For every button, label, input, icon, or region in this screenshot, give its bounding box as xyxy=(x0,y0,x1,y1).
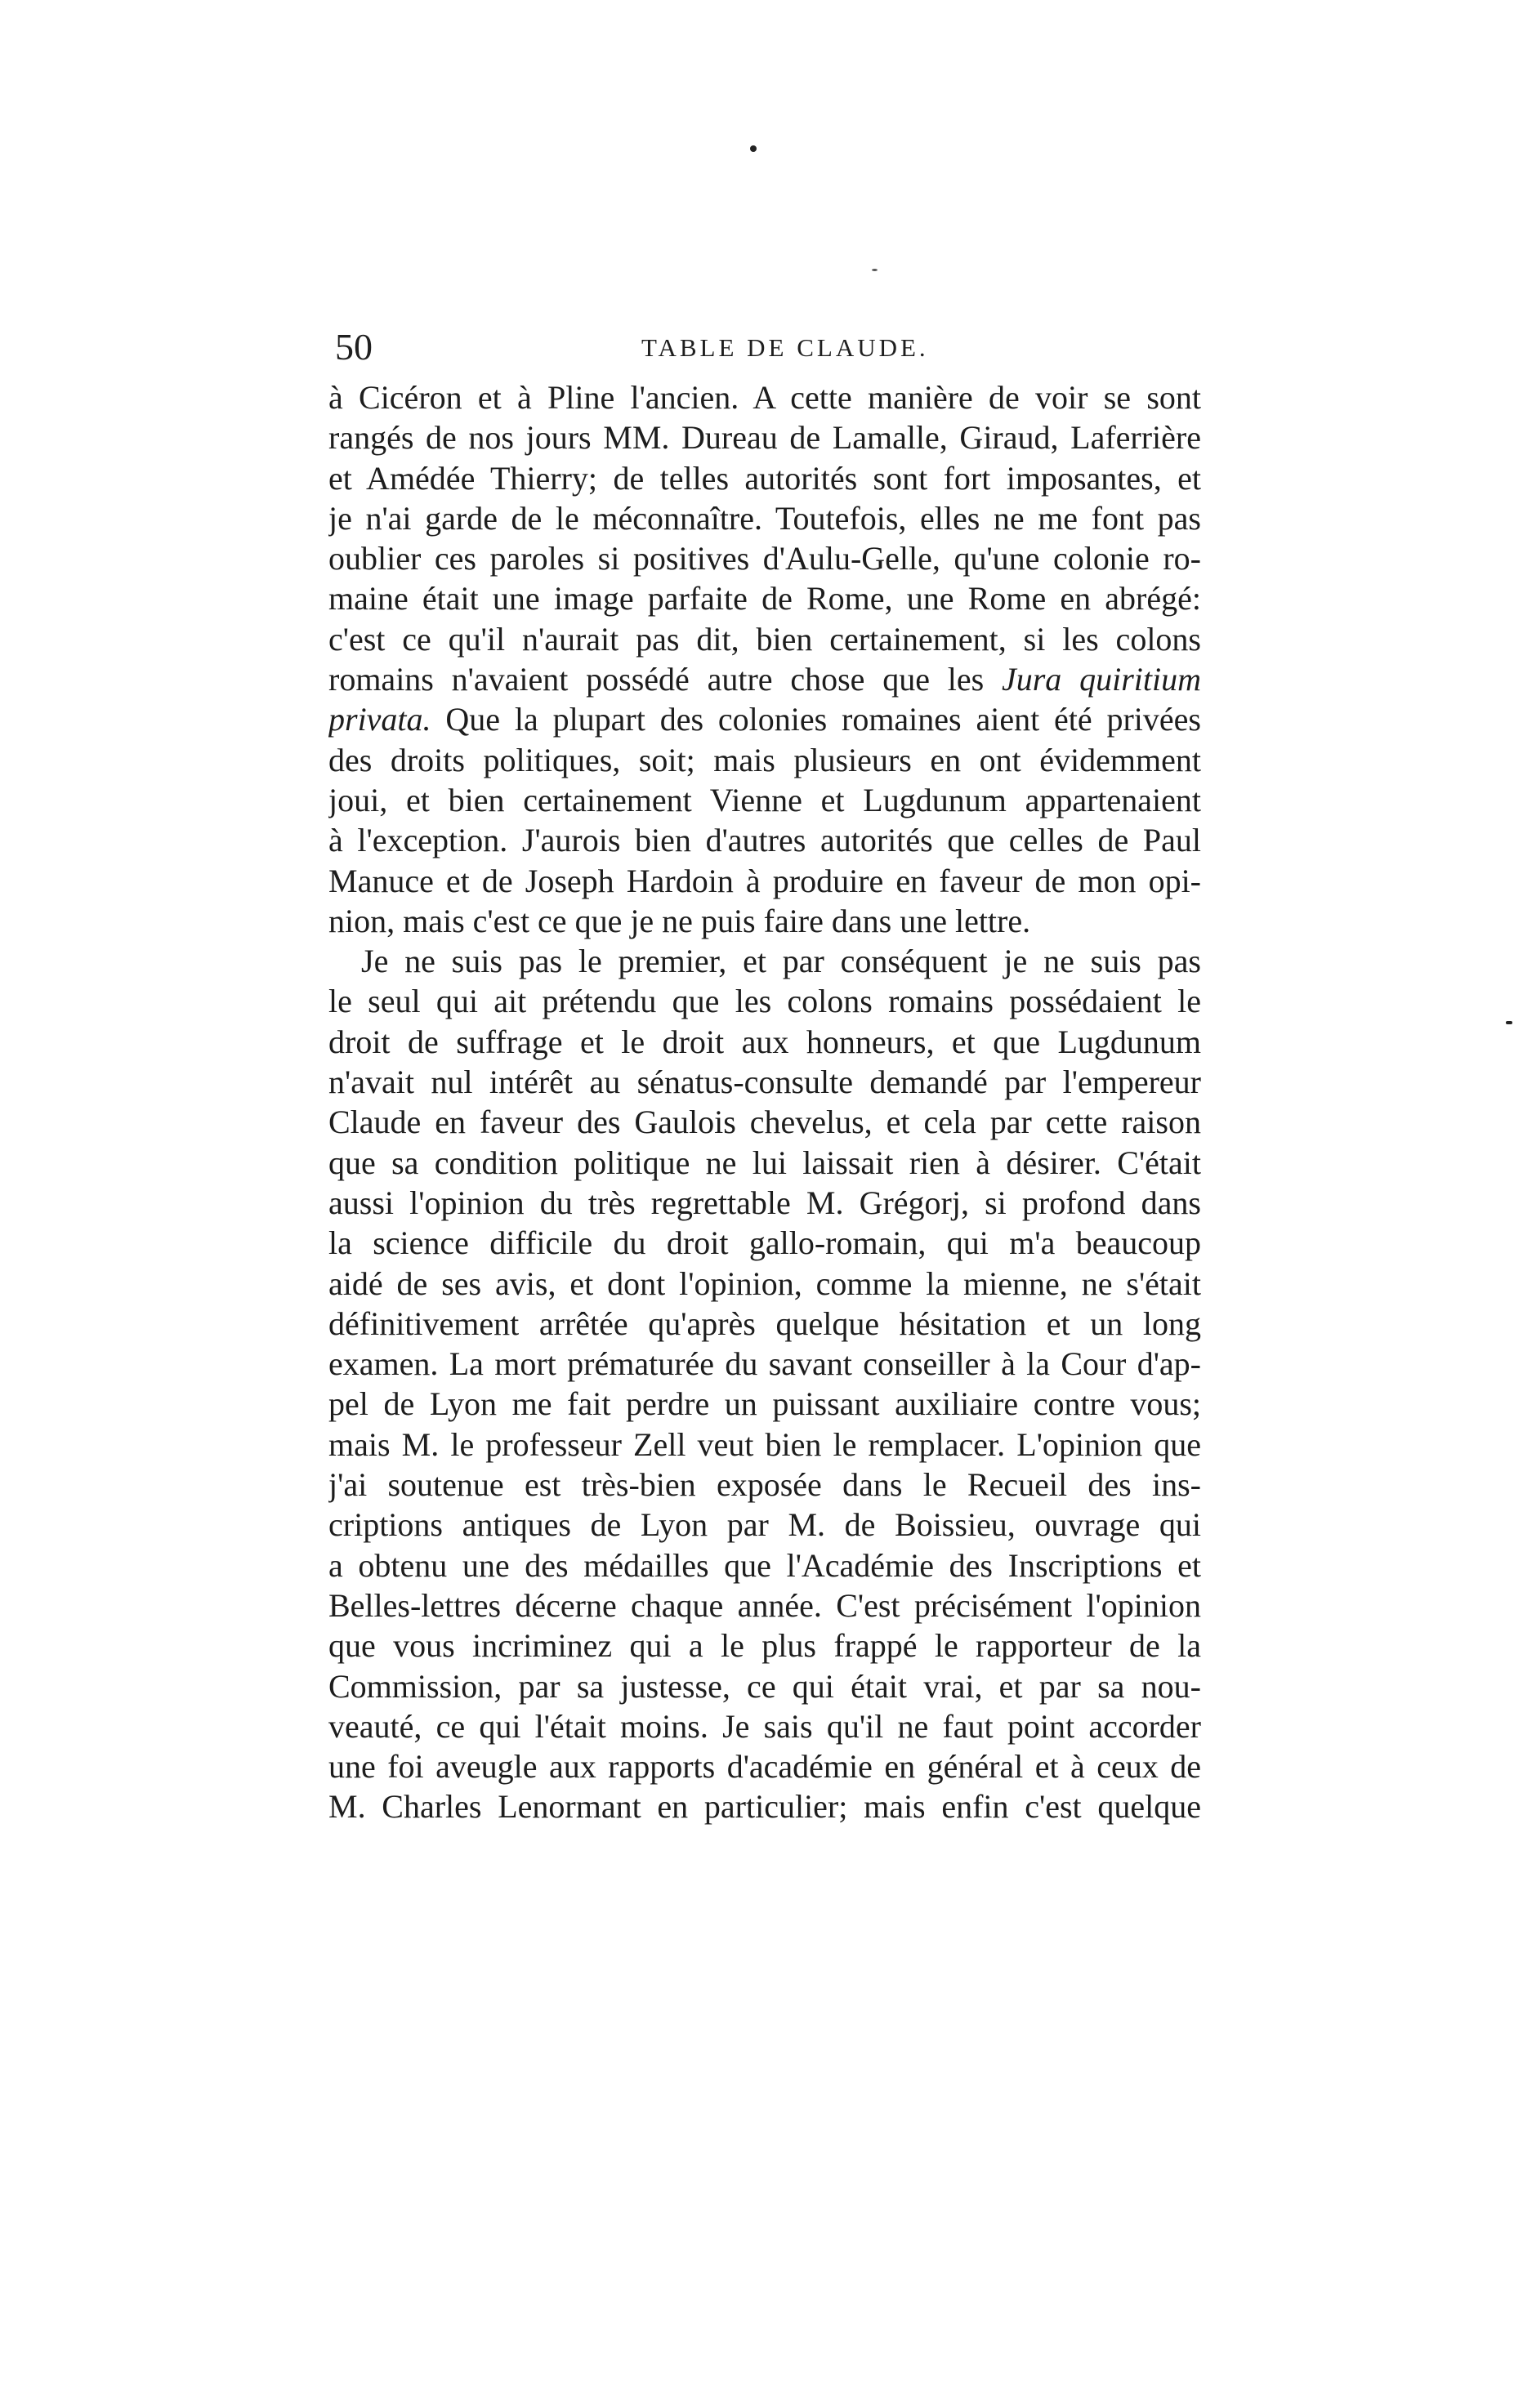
ink-speck-mark xyxy=(872,269,878,271)
page-number: 50 xyxy=(335,326,373,368)
text-line: que vous incriminez qui a le plus frappé le rapporteur de la xyxy=(328,1627,1201,1665)
text-line: à l'exception. J'aurois bien d'autres autorités que celles de Paul xyxy=(328,822,1201,859)
page-header xyxy=(335,323,1209,372)
text-line: la science difficile du droit gallo-romain, qui m'a beaucoup xyxy=(328,1224,1201,1262)
text-line: Manuce et de Joseph Hardoin à produire en faveur de mon opi- xyxy=(328,862,1201,899)
text-line: maine était une image parfaite de Rome, une Rome en abrégé: xyxy=(328,580,1201,618)
text-line: Je ne suis pas le premier, et par conséquent je ne suis pas xyxy=(361,943,1201,980)
text-segment: Que la plupart des colonies romaines aient été privées xyxy=(431,701,1201,738)
text-line: des droits politiques, soit; mais plusieurs en ont évidemment xyxy=(328,741,1201,778)
text-line: le seul qui ait prétendu que les colons romains possédaient le xyxy=(328,983,1201,1020)
text-line: et Amédée Thierry; de telles autorités sont fort imposantes, et xyxy=(328,459,1201,497)
ink-speck-top xyxy=(750,145,757,152)
text-line: aidé de ses avis, et dont l'opinion, comme la mienne, ne s'était xyxy=(328,1264,1201,1302)
text-line: c'est ce qu'il n'aurait pas dit, bien certainement, si les colons xyxy=(328,620,1201,658)
text-segment: romains n'avaient possédé autre chose que les xyxy=(328,661,1002,698)
text-line: mais M. le professeur Zell veut bien le remplacer. L'opinion que xyxy=(328,1425,1201,1463)
text-line: pel de Lyon me fait perdre un puissant auxiliaire contre vous; xyxy=(328,1385,1201,1423)
text-line: définitivement arrêtée qu'après quelque hésitation et un long xyxy=(328,1304,1201,1342)
italic-latin-phrase: privata. xyxy=(328,701,431,738)
text-line: joui, et bien certainement Vienne et Lugdunum appartenaient xyxy=(328,781,1201,818)
text-line: veauté, ce qui l'était moins. Je sais qu'il ne faut point accorder xyxy=(328,1707,1201,1745)
text-line: M. Charles Lenormant en particulier; mais enfin c'est quelque xyxy=(328,1788,1201,1826)
text-line: que sa condition politique ne lui laissait rien à désirer. C'était xyxy=(328,1144,1201,1181)
text-line-mixed xyxy=(328,699,1201,739)
text-line: je n'ai garde de le méconnaître. Toutefois, elles ne me font pas xyxy=(328,499,1201,537)
text-line: j'ai soutenue est très-bien exposée dans le Recueil des ins- xyxy=(328,1466,1201,1504)
text-line: aussi l'opinion du très regrettable M. Grégorj, si profond dans xyxy=(328,1184,1201,1221)
text-line: a obtenu une des médailles que l'Académie des Inscriptions et xyxy=(328,1546,1201,1584)
text-line: oublier ces paroles si positives d'Aulu-Gelle, qu'une colonie ro- xyxy=(328,540,1201,577)
text-line: nion, mais c'est ce que je ne puis faire dans une lettre. xyxy=(328,902,1031,939)
text-line: Commission, par sa justesse, ce qui était vrai, et par sa nou- xyxy=(328,1667,1201,1705)
running-head: TABLE DE CLAUDE. xyxy=(641,333,929,362)
text-line: rangés de nos jours MM. Dureau de Lamalle, Giraud, Laferrière xyxy=(328,419,1201,457)
text-line: Claude en faveur des Gaulois chevelus, et cela par cette raison xyxy=(328,1104,1201,1141)
text-line: examen. La mort prématurée du savant conseiller à la Cour d'ap- xyxy=(328,1345,1201,1383)
text-line: à Cicéron et à Pline l'ancien. A cette manière de voir se sont xyxy=(328,379,1201,416)
text-line: Belles-lettres décerne chaque année. C'est précisément l'opinion xyxy=(328,1586,1201,1624)
text-line: une foi aveugle aux rapports d'académie en général et à ceux de xyxy=(328,1748,1201,1786)
body-text xyxy=(328,377,1201,1827)
text-line-mixed xyxy=(328,659,1201,699)
italic-latin-phrase: Jura quiritium xyxy=(1001,661,1201,698)
text-line: droit de suffrage et le droit aux honneurs, et que Lugdunum xyxy=(328,1023,1201,1060)
text-line: criptions antiques de Lyon par M. de Boissieu, ouvrage qui xyxy=(328,1506,1201,1544)
ink-speck-margin xyxy=(1506,1021,1512,1024)
text-line: n'avait nul intérêt au sénatus-consulte demandé par l'empereur xyxy=(328,1064,1201,1101)
